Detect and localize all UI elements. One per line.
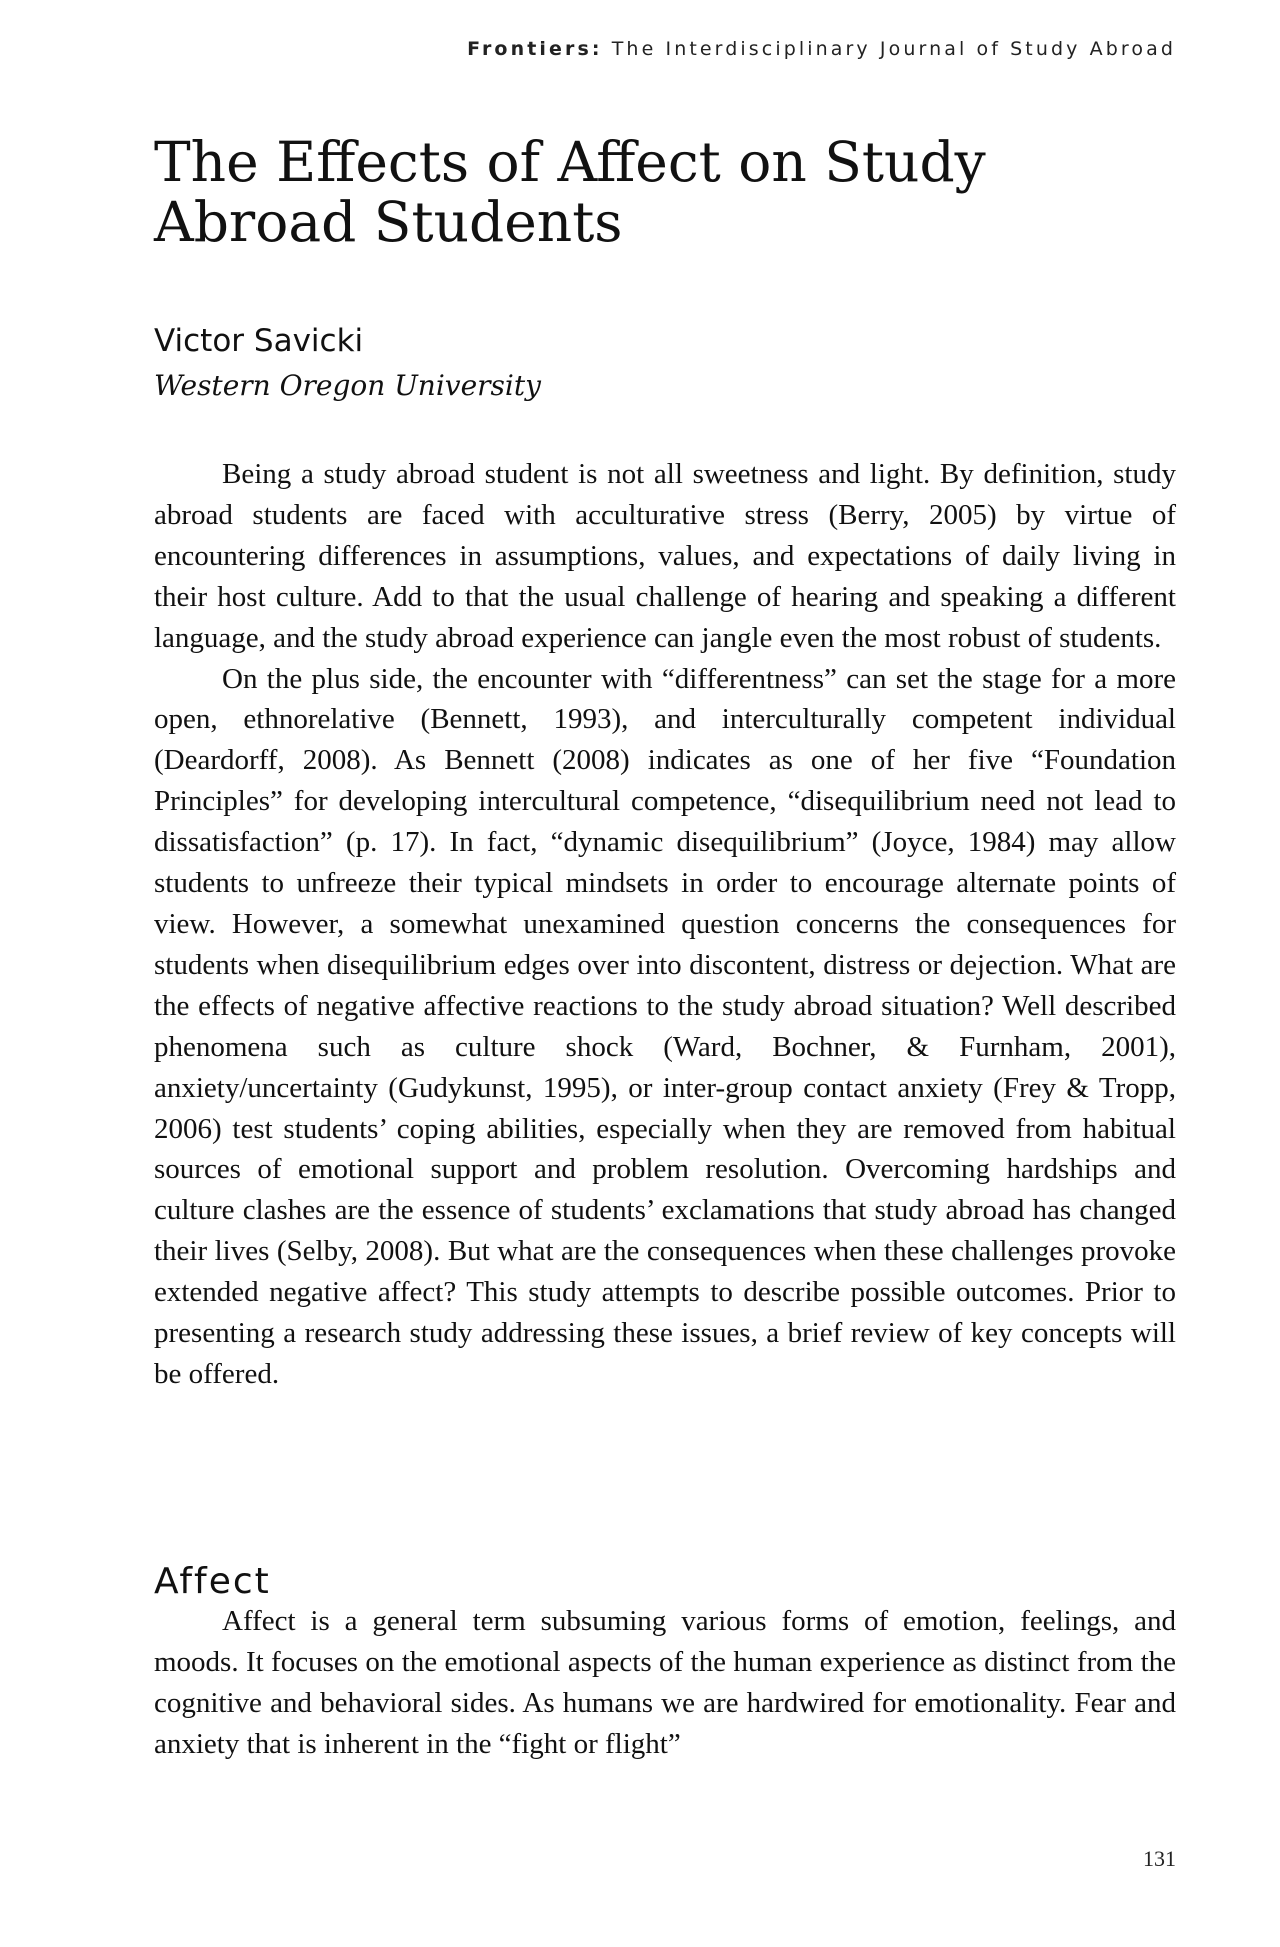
section-heading: Affect xyxy=(154,1561,271,1602)
intro-body xyxy=(154,454,1176,1395)
running-header xyxy=(467,38,1176,60)
body-paragraph: Affect is a general term subsuming various forms of emotion, feelings, and moods. It focuses on the emotional aspects of the human experience as distinct from the cognitive and behavioral sides. As humans we are hardwired for emotionality. Fear and anxiety that is inherent in the “fight or flight” xyxy=(154,1605,1176,1760)
body-paragraph: On the plus side, the encounter with “differentness” can set the stage for a more open, ethnorelative (Bennett, 1993), and interculturally competent individual (Deardorff, 2008). As Bennett (2008) indicates as one of her five “Foundation Principles” for developing intercultural competence, “disequilibrium need not lead to dissatisfaction” (p. 17). In fact, “dynamic disequilibrium” (Joyce, 1984) may allow students to unfreeze their typical mindsets in order to encourage alternate points of view. However, a somewhat unexamined question concerns the consequences for students when disequilibrium edges over into discontent, distress or dejection. What are the effects of negative affective reactions to the study abroad situation? Well described phenomena such as culture shock (Ward, Bochner, & Furnham, 2001), anxiety/uncertainty (Gudykunst, 1995), or inter-group contact anxiety (Frey & Tropp, 2006) test students’ coping abilities, especially when they are removed from habitual sources of emotional support and problem resolution. Overcoming hardships and culture clashes are the essence of students’ exclamations that study abroad has changed their lives (Selby, 2008). But what are the consequences when these challenges provoke extended negative affect? This study attempts to describe possible outcomes. Prior to presenting a research study addressing these issues, a brief review of key concepts will be offered. xyxy=(154,662,1176,1390)
article-title: The Effects of Affect on Study Abroad Students xyxy=(154,130,986,254)
journal-name: Frontiers: xyxy=(467,38,603,60)
body-paragraph: Being a study abroad student is not all sweetness and light. By definition, study abroad students are faced with acculturative stress (Berry, 2005) by virtue of encountering differences in assumptions, values, and expectations of daily living in their host culture. Add to that the usual challenge of hearing and speaking a different language, and the study abroad experience can jangle even the most robust of students. xyxy=(154,458,1176,654)
author-name: Victor Savicki xyxy=(154,323,364,359)
section-body xyxy=(154,1601,1176,1765)
page-number: 131 xyxy=(1143,1846,1176,1871)
author-affiliation: Western Oregon University xyxy=(154,369,541,402)
journal-subtitle: The Interdisciplinary Journal of Study Abroad xyxy=(602,38,1176,60)
